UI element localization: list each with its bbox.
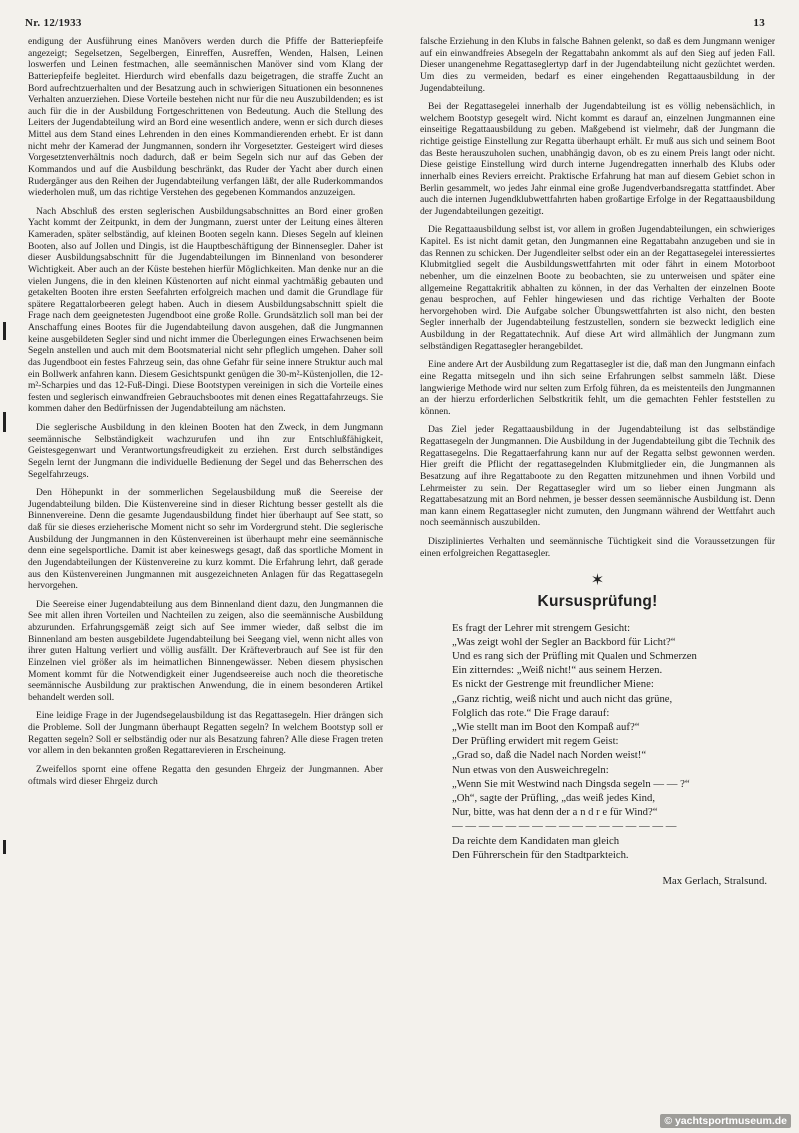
poem-line: „Ganz richtig, weiß nicht und auch nicht das grüne, <box>452 692 673 705</box>
poem-line: „Wie stellt man im Boot den Kompaß auf?“ <box>452 720 640 733</box>
poem-author: Max Gerlach, Stralsund. <box>662 874 767 887</box>
paragraph: Die seglerische Ausbildung in den kleinen Booten hat den Zweck, in dem Jungmann seemännische Selbständigkeit wachzurufen und ihn zur Entschlußfähigkeit, Geistesgegenwart und Verantwortungsfreudigkeit zu erziehen. Erst durch selbständiges Segeln lernt der Jungmann die individuelle Bedienung der Segel und das Beherrschen des Segelfahrzeugs. <box>28 422 383 480</box>
paragraph: Nach Abschluß des ersten seglerischen Ausbildungsabschnittes an Bord einer großen Yacht kommt der Zeitpunkt, in dem der Jungmann, zuerst unter der Leitung eines älteren Kameraden, später selbständig, auf kleinen Booten segeln kann. Dieses Segeln auf kleinen Booten, also auf Jollen und Dingis, ist die Hauptbeschäftigung der Binnensegler. Daher ist dieser Ausbildungsabschnitt für die Jugendabteilungen im Binnenland von besonderer Wichtigkeit. Aber auch an der Küste bestehen hierfür Möglichkeiten. Man denke nur an die vielen Jungens, die in den kleinen Küstenorten auf nicht einmal yachtmäßig gebauten und getakelten Booten ihre ersten Seefahrten erfolgreich machen und damit die Grundlage für spätere Regattalorbeeren gelegt haben. Auch in diesem Ausbildungsabschnitt spielt die Frage nach dem geeignetesten Jugendboot eine große Rolle. Grundsätzlich soll man bei der Anschaffung eines Bootes für die Jugendabteilung davon ausgehen, daß die Jungmannen keine ausgebildeten Segler sind und nicht immer die Überlegungen eines Erwachsenen beim Segeln anstellen und auch mit dem Bootsmaterial nicht sehr pfleglich umgehen. Daher soll das Jugendboot ein festes Fahrzeug sein, das ohne Gefahr für seine innere Struktur auch mal ein Bollwerk anfahren kann. Diesem Gesichtspunkt genügen die 30-m²-Küstenjollen, die 12-m²-Scharpies und das 12-Fuß-Dingi. Diese Bootstypen vereinigen in sich die Vorteile eines festen und seglerisch einwandfreien Gebrauchsbootes mit denen eines Regattafahrzeugs. Sie kommen daher den Bedürfnissen der Jugendabteilung am nächsten. <box>28 205 383 415</box>
poem-line: Und es rang sich der Prüfling mit Qualen und Schmerzen <box>452 649 697 662</box>
poem-line: Es fragt der Lehrer mit strengem Gesicht: <box>452 621 631 634</box>
poem <box>420 621 775 862</box>
scan-mark <box>3 840 6 854</box>
poem-line: Da reichte dem Kandidaten man gleich <box>452 834 620 847</box>
poem-line: Folglich das rote.“ Die Frage darauf: <box>452 706 610 719</box>
paragraph: Den Höhepunkt in der sommerlichen Segelausbildung muß die Seereise der Jugendabteilung bilden. Die Küstenvereine sind in dieser Richtung besser gestellt als die Binnenvereine. Denn die gesamte Jugendausbildung findet hier überhaupt auf See statt, so daß für sie dieses erzieherische Moment nicht so sehr im Vordergrund steht. Die seglerische Ausbildung der Jungmannen in den Küstenvereinen ist überhaupt mehr eine seemännische denn eine segelsportliche. Damit ist aber keineswegs gesagt, daß das sportliche Moment in den Jugendabteilungen der Küstenvereine zu kurz kommt. Die Erfahrung lehrt, daß gerade aus den Küstenvereinen Jungmannen mit ausgezeichneten Anlagen für das Regattasegeln hervorgehen. <box>28 487 383 592</box>
poem-line: Ein zitterndes: „Weiß nicht!“ aus seinem Herzen. <box>452 664 663 677</box>
paragraph: Die Regattaausbildung selbst ist, vor allem in großen Jugendabteilungen, ein schwieriges Kapitel. Es ist nicht damit getan, den Jungmannen eine Regattabahn anzugeben und sie in das Rennen zu schicken. Der Jugendleiter selbst oder ein an der Regattasegelei interessiertes Klubmitglied segelt die Ausbildungswettfahrten mit oder fährt in einem Motorboot nebenher, um die einzelnen Boote zu beobachten, sie zu unterweisen und später eine allgemeine Regattakritik abhalten zu können, in der das Verhalten der einzelnen Boote genau besprochen, auf Fehler hingewiesen und das richtige Verhalten der Boote hervorgehoben wird. Die Aufgabe solcher Übungswettfahrten ist also nicht, den besten Segler innerhalb der Jugendabteilung festzustellen, sondern sie bezweckt lediglich eine Ausbildung in der Regattatechnik. Auf diese Art wird allmählich der Jungmann zum selbständigen Regattasegler herangebildet. <box>420 224 775 352</box>
article-column-left <box>28 36 383 794</box>
poem-line: „Was zeigt wohl der Segler an Backbord für Licht?“ <box>452 635 676 648</box>
paragraph: Eine leidige Frage in der Jugendsegelausbildung ist das Regattasegeln. Hier drängen sich die Probleme. Soll der Jungmann überhaupt Regatten segeln? In welchem Bootstyp soll er Regatten segeln? Soll er selbständig oder nur als Besatzung fahren? Alle diese Fragen treten vor allem in den bekannten großen Regattarevieren in Erscheinung. <box>28 710 383 757</box>
poem-line: Nun etwas von den Ausweichregeln: <box>452 763 609 776</box>
poem-line: Es nickt der Gestrenge mit freundlicher Miene: <box>452 678 654 691</box>
paragraph: Die Seereise einer Jugendabteilung aus dem Binnenland dient dazu, den Jungmannen die See mit allen ihren Vorteilen und Nachteilen zu zeigen, also die seemännische Ausbildung abzurunden. Erfahrungsgemäß zeigt sich auf See immer wieder, daß selbst die im Binnenland am besten ausgebildete Jugendabteilung bei Seegang viel, wenn nicht alles von ihrer guten Haltung verliert und völlig ausfällt. Der Kräfteverbrauch auf See ist für den Einzelnen viel größer als im heimatlichen Binnengewässer. Neben diesem physischen Moment kommt für die Notwendigkeit einer Jugendseereise auch noch die theoretische seemännische Ausbildung zur praktischen Anwendung, die in einem besonderen Artikel behandelt werden soll. <box>28 598 383 703</box>
poem-line: Den Führerschein für den Stadtparkteich. <box>452 848 629 861</box>
scan-mark <box>3 322 6 340</box>
poem-line: „Wenn Sie mit Westwind nach Dingsda segeln — — ?“ <box>452 777 690 790</box>
scan-mark <box>3 412 6 432</box>
paragraph: Zweifellos spornt eine offene Regatta den gesunden Ehrgeiz der Jungmannen. Aber oftmals wird dieser Ehrgeiz durch <box>28 763 383 787</box>
paragraph: Das Ziel jeder Regattaausbildung in der Jugendabteilung ist das selbständige Regattasegeln der Jungmannen. Die Ausbildung in der Jugendabteilung gibt die Technik des Regattasegelns. Die Regattaerfahrung kann nur auf der Regatta selbst gewonnen werden. Hier greift die Pflicht der regattasegelnden Klubmitglieder ein, die Jungmannen als Besatzung auf ihre Regattaboote zu den Regatten mitzunehmen und ihnen Vorbild und Lehrmeister zu sein. Der Regattasegler wird um so lieber einen Jungmann als Regattabesatzung mit an Bord nehmen, je besser dessen seemännische Ausbildung ist. Denn man kann einem Regattasegler nicht zumuten, den Jungmann während der Wettfahrt auch noch seemännisch auszubilden. <box>420 424 775 529</box>
poem-line: „Grad so, daß die Nadel nach Norden weist!“ <box>452 749 647 762</box>
paragraph: Bei der Regattasegelei innerhalb der Jugendabteilung ist es völlig nebensächlich, in welchem Bootstyp gesegelt wird. Nicht kommt es darauf an, einzelnen Jungmannen eine einseitige Regattaausbildung zu geben. Maßgebend ist vielmehr, daß der Jungmann die richtige geistige Einstellung zur Regatta überhaupt erhält. Er muß aus sich und seinem Boot das Beste herauszuholen suchen, unabhängig davon, ob es zu einem Preis langt oder nicht. Diese geistige Einstellung wird durch interne Jugendregatten innerhalb des Klubs oder innerhalb eines Reviers erreicht. Praktische Erfahrung hat man auf diesem Gebiet schon in Berlin gesammelt, wo jedes Jahr einmal eine große Jugendverbandsregatta stattfindet. Aber auch die internen Jugendklubwettfahrten haben großartige Erfolge in der Regattaausbildung der Jugendabteilungen gezeitigt. <box>420 101 775 217</box>
page-number: 13 <box>753 17 765 29</box>
paragraph: endigung der Ausführung eines Manövers werden durch die Pfiffe der Batteriepfeife angezeigt; Segelsetzen, Segelbergen, Einreffen, Ausreffen, Wenden, Halsen, Leinen loswerfen und Leinen festmachen, alle seemännischen Manöver sind vom Klang der Batteriepfeife begleitet. Hierdurch wird ebenfalls dazu beigetragen, die straffe Zucht an Bord aufrechtzuerhalten und der Besatzung auch in schwierigen Situationen ein besonnenes Verhalten anzuerziehen. Diese Vorteile bestehen nicht nur für die neu Auszubildenden; es ist auch für die in der Ausbildung Fortgeschrittenen von Bedeutung. Auch die Stellung des Leiters der Jugendabteilung wird an Bord eine wesentlich andere, wenn er sich durch dieses Mittel aus dem Stand eines Lehrenden in den eines Kommandierenden erhebt. Er ist dann nicht mehr der Kamerad der Jungmannen, sondern ihr Vorgesetzter. Gesteigert wird dieses Vorgesetztenverhältnis noch dadurch, daß er beim Segeln sich nur auf das Geben der Kommandos und auf die Ausbildung beschränkt, das Ruder der Yacht aber durch einen Rudergänger aus den Reihen der Jugendabteilung verfangen läßt, der alle Ruderkommandos wiederholen muß, um das richtige Verstehen des gegebenen Kommandos anzuzeigen. <box>28 36 383 199</box>
poem-line: „Oh“, sagte der Prüfling, „das weiß jedes Kind, <box>452 791 656 804</box>
section-separator-star-icon: ✶ <box>590 572 605 590</box>
poem-title: Kursusprüfung! <box>537 592 658 610</box>
article-column-right <box>420 36 775 888</box>
page-header-issue: Nr. 12/1933 <box>25 17 82 29</box>
poem-line: Der Prüfling erwidert mit regem Geist: <box>452 735 619 748</box>
poem-divider: — — — — — — — — — — — — — — — — — <box>452 820 677 833</box>
watermark: © yachtsportmuseum.de <box>660 1114 791 1128</box>
paragraph: Eine andere Art der Ausbildung zum Regattasegler ist die, daß man den Jungmann einfach eine Regatta mitsegeln und ihn sich seine Erfahrungen selbst sammeln läßt. Diese langwierige Methode wird nur selten zum Erfolg führen, da es meistenteils den Jungmannen an der hierzu erforderlichen Selbstkritik fehlt, um die gemachten Fehler feststellen zu können. <box>420 359 775 417</box>
paragraph: falsche Erziehung in den Klubs in falsche Bahnen gelenkt, so daß es dem Jungmann weniger auf ein einwandfreies Absegeln der Regattabahn ankommt als auf den Sieg auf jeden Fall. Dieser unangenehme Regattaseglertyp darf in der Jugendabteilung nicht gezüchtet werden. Um dies zu vermeiden, bedarf es einer eingehenden Regattaausbildung in der Jugendabteilung. <box>420 36 775 94</box>
paragraph: Diszipliniertes Verhalten und seemännische Tüchtigkeit sind die Voraussetzungen für einen erfolgreichen Regattasegler. <box>420 536 775 559</box>
poem-line: Nur, bitte, was hat denn der a n d r e für Wind?“ <box>452 806 658 819</box>
